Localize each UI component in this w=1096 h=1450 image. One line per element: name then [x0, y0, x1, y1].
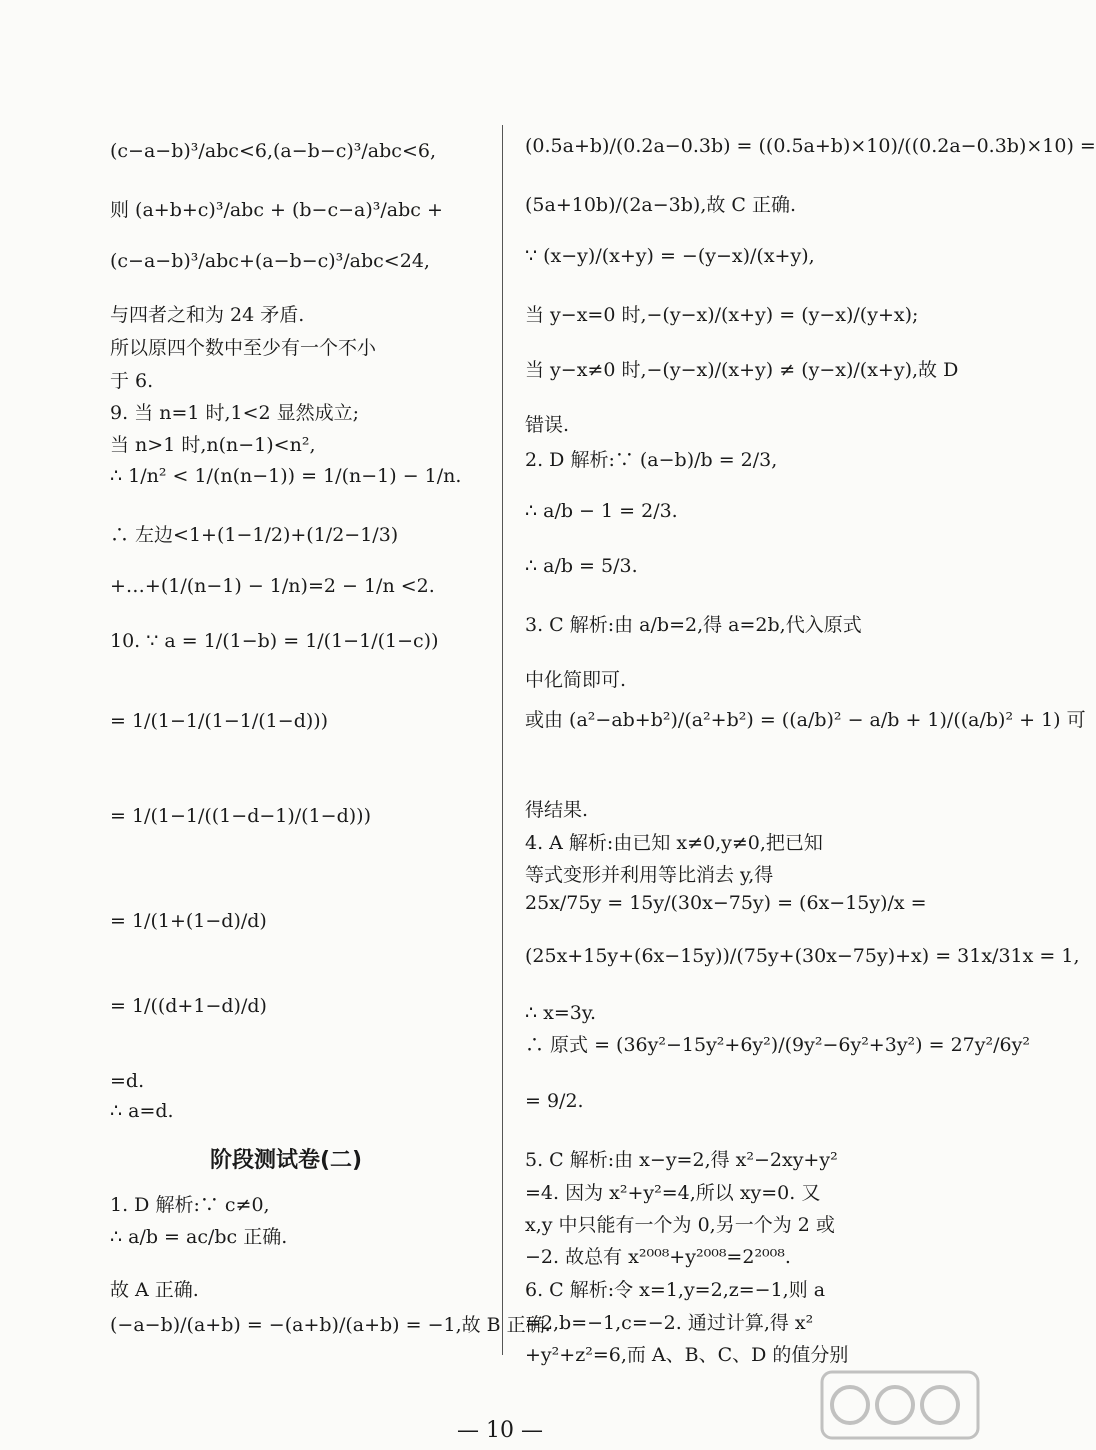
right-col-line: ∴ x=3y. [525, 1002, 597, 1024]
right-col-line: 或由 (a²−ab+b²)/(a²+b²) = ((a/b)² − a/b + 1)/((a/b)² + 1) 可 [525, 709, 1086, 731]
right-col-line: (5a+10b)/(2a−3b),故 C 正确. [525, 194, 797, 216]
left-col-line: ∴ a/b = ac/bc 正确. [110, 1226, 288, 1248]
right-col-line: −2. 故总有 x²⁰⁰⁸+y²⁰⁰⁸=2²⁰⁰⁸. [525, 1246, 791, 1268]
left-col-line: 10. ∵ a = 1/(1−b) = 1/(1−1/(1−c)) [110, 630, 439, 652]
left-col-line: (c−a−b)³/abc+(a−b−c)³/abc<24, [110, 250, 430, 272]
right-col-line: 25x/75y = 15y/(30x−75y) = (6x−15y)/x = [525, 892, 927, 914]
left-col-line: (c−a−b)³/abc<6,(a−b−c)³/abc<6, [110, 140, 436, 162]
right-col-line: =4. 因为 x²+y²=4,所以 xy=0. 又 [525, 1182, 821, 1204]
right-col-line: 4. A 解析:由已知 x≠0,y≠0,把已知 [525, 832, 823, 854]
right-col-line: 2. D 解析:∵ (a−b)/b = 2/3, [525, 449, 778, 471]
left-col-line: 9. 当 n=1 时,1<2 显然成立; [110, 402, 360, 424]
right-col-line: 中化简即可. [525, 669, 627, 691]
page-number: — 10 — [457, 1418, 543, 1443]
right-col-line: (0.5a+b)/(0.2a−0.3b) = ((0.5a+b)×10)/((0.2a−0.3b)×10) = [525, 135, 1096, 157]
right-col-line: (25x+15y+(6x−15y))/(75y+(30x−75y)+x) = 31x/31x = 1, [525, 945, 1080, 967]
left-col-line: 当 n>1 时,n(n−1)<n², [110, 434, 316, 456]
right-col-line: 等式变形并利用等比消去 y,得 [525, 864, 774, 886]
right-col-line: ∴ a/b − 1 = 2/3. [525, 500, 678, 522]
left-col-line: 故 A 正确. [110, 1279, 199, 1301]
left-col-line: = 1/(1+(1−d)/d) [110, 910, 267, 932]
left-col-line: 1. D 解析:∵ c≠0, [110, 1194, 270, 1216]
left-col-line: (−a−b)/(a+b) = −(a+b)/(a+b) = −1,故 B 正确. [110, 1314, 551, 1336]
left-col-line: = 1/((d+1−d)/d) [110, 995, 267, 1017]
left-col-line: 则 (a+b+c)³/abc + (b−c−a)³/abc + [110, 199, 443, 221]
right-col-line: 得结果. [525, 799, 589, 821]
left-col-line: +…+(1/(n−1) − 1/n)=2 − 1/n <2. [110, 575, 435, 597]
left-col-line: 与四者之和为 24 矛盾. [110, 304, 305, 326]
right-col-line: 错误. [525, 414, 570, 436]
right-col-line: =2,b=−1,c=−2. 通过计算,得 x² [525, 1312, 814, 1334]
column-divider [502, 125, 503, 1355]
watermark-logo [820, 1370, 980, 1440]
right-col-line: = 9/2. [525, 1090, 584, 1112]
right-col-line: 5. C 解析:由 x−y=2,得 x²−2xy+y² [525, 1149, 838, 1171]
right-col-line: ∴ 原式 = (36y²−15y²+6y²)/(9y²−6y²+3y²) = 27y²/6y² [525, 1034, 1030, 1056]
right-col-line: 3. C 解析:由 a/b=2,得 a=2b,代入原式 [525, 614, 862, 636]
left-col-line: = 1/(1−1/((1−d−1)/(1−d))) [110, 805, 371, 827]
left-col-line: ∴ 左边<1+(1−1/2)+(1/2−1/3) [110, 524, 399, 546]
left-col-line: =d. [110, 1070, 145, 1092]
right-col-line: ∵ (x−y)/(x+y) = −(y−x)/(x+y), [525, 245, 815, 267]
left-col-line: 于 6. [110, 370, 154, 392]
right-col-line: 6. C 解析:令 x=1,y=2,z=−1,则 a [525, 1279, 826, 1301]
right-col-line: ∴ a/b = 5/3. [525, 555, 638, 577]
right-col-line: 当 y−x=0 时,−(y−x)/(x+y) = (y−x)/(y+x); [525, 304, 919, 326]
right-col-line: 当 y−x≠0 时,−(y−x)/(x+y) ≠ (y−x)/(x+y),故 D [525, 359, 959, 381]
right-col-line: x,y 中只能有一个为 0,另一个为 2 或 [525, 1214, 835, 1236]
left-col-line: ∴ 1/n² < 1/(n(n−1)) = 1/(n−1) − 1/n. [110, 465, 462, 487]
left-col-line: ∴ a=d. [110, 1100, 174, 1122]
right-col-line: +y²+z²=6,而 A、B、C、D 的值分别 [525, 1344, 849, 1366]
left-col-line: 阶段测试卷(二) [210, 1148, 363, 1173]
left-col-line: = 1/(1−1/(1−1/(1−d))) [110, 710, 329, 732]
left-col-line: 所以原四个数中至少有一个不小 [110, 337, 377, 359]
